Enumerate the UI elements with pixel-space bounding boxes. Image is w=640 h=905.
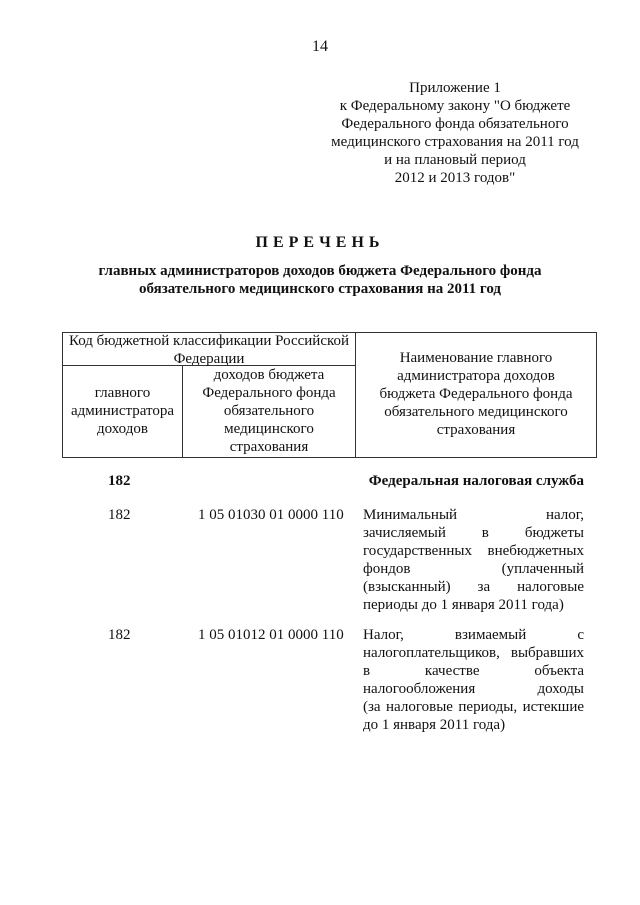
document-subtitle [0,262,640,298]
name-line: до 1 января 2011 года) [363,717,506,733]
name-line: в качестве объекта [363,663,584,679]
name-line: (взысканный) за налоговые [363,579,584,595]
name-line: налогоплательщиков, выбравших [363,645,584,661]
admin-code: 182 [108,627,131,643]
header-line: обязательного [223,403,315,419]
header-line: Код бюджетной классификации Российской [68,333,350,349]
subtitle-line: обязательного медицинского страхования на 2011 год [139,281,501,297]
header-line: страхования [229,439,309,455]
admin-code: 182 [108,473,131,489]
table-header [62,332,597,458]
name-line: налогообложения доходы [363,681,584,697]
header-line: обязательного медицинского [384,404,568,420]
appendix-line: медицинского страхования на 2011 год [331,134,579,150]
name-line: периоды до 1 января 2011 года) [363,597,564,613]
name-line: Налог, взимаемый с [363,627,584,643]
name-line: зачисляемый в бюджеты [363,525,584,541]
appendix-line: к Федеральному закону "О бюджете [339,98,571,114]
name-line: Федеральная налоговая служба [368,473,584,489]
header-line: главного [94,385,151,401]
appendix-line: 2012 и 2013 годов" [394,170,516,186]
name-line: государственных внебюджетных [363,543,584,559]
administrator-name [363,472,584,490]
admin-code: 182 [108,507,131,523]
header-line: администратора доходов [397,368,555,384]
appendix-line: Приложение 1 [409,80,501,96]
header-line: медицинского [224,421,314,437]
header-line: Федерации [173,351,245,367]
header-name [356,349,596,439]
income-code: 1 05 01030 01 0000 110 [198,507,344,523]
appendix-line: Федерального фонда обязательного [341,116,569,132]
administrator-name [363,626,584,734]
name-line: (за налоговые периоды, истекшие [363,699,584,715]
header-line: Наименование главного [399,350,553,366]
name-line: фондов (уплаченный [363,561,584,577]
appendix-line: и на плановый период [384,152,526,168]
header-line: доходов бюджета [213,367,325,383]
header-code [183,366,355,456]
income-code: 1 05 01012 01 0000 110 [198,627,344,643]
header-line: администратора [70,403,175,419]
administrator-name [363,506,584,614]
header-line: Федерального фонда [202,385,336,401]
document-title: ПЕРЕЧЕНЬ [255,234,385,251]
name-line: Минимальный налог, [363,507,584,523]
page-number: 14 [312,38,328,55]
header-admin [63,384,182,438]
header-line: доходов [97,421,148,437]
subtitle-line: главных администраторов доходов бюджета Федерального фонда [98,263,542,279]
header-line: страхования [436,422,516,438]
header-group [63,332,355,368]
appendix-heading [320,79,590,187]
header-line: бюджета Федерального фонда [379,386,573,402]
